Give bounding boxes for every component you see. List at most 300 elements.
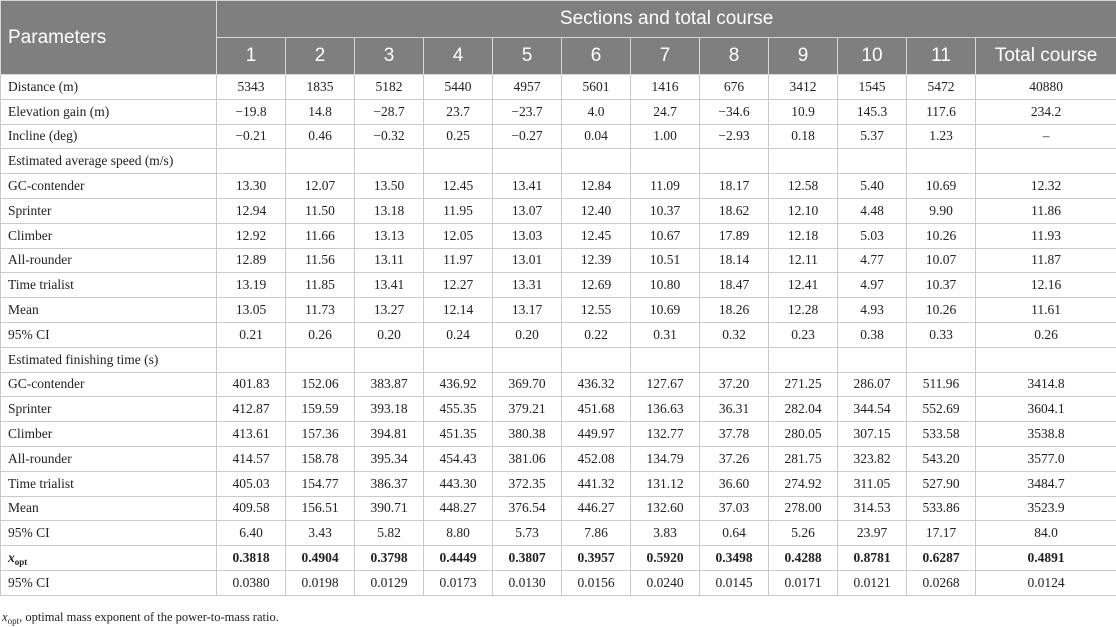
table-cell: 18.17 <box>700 174 769 199</box>
table-cell: 36.31 <box>700 397 769 422</box>
table-cell: 10.67 <box>631 223 700 248</box>
table-cell: 311.05 <box>838 471 907 496</box>
table-cell: 451.68 <box>562 397 631 422</box>
table-cell: 12.55 <box>562 298 631 323</box>
table-cell <box>907 347 976 372</box>
table-cell: 1.00 <box>631 124 700 149</box>
table-cell: 12.45 <box>562 223 631 248</box>
row-label: Time trialist <box>1 273 217 298</box>
table-row <box>1 124 1116 149</box>
table-cell: 18.14 <box>700 248 769 273</box>
table-cell: 10.51 <box>631 248 700 273</box>
table-cell: 14.8 <box>286 99 355 124</box>
table-row <box>1 347 1116 372</box>
table-cell: 136.63 <box>631 397 700 422</box>
table-cell: 10.37 <box>907 273 976 298</box>
table-cell: 13.01 <box>493 248 562 273</box>
table-cell: 132.60 <box>631 496 700 521</box>
table-cell: 37.78 <box>700 422 769 447</box>
table-cell: 0.46 <box>286 124 355 149</box>
table-cell: 386.37 <box>355 471 424 496</box>
table-cell: 5.40 <box>838 174 907 199</box>
table-cell: 12.92 <box>217 223 286 248</box>
row-label <box>1 546 217 571</box>
table-cell: 511.96 <box>907 372 976 397</box>
table-row <box>1 446 1116 471</box>
table-cell: 436.92 <box>424 372 493 397</box>
table-cell: −0.21 <box>217 124 286 149</box>
table-cell: 13.30 <box>217 174 286 199</box>
table-cell: 9.90 <box>907 198 976 223</box>
table-cell: 4.93 <box>838 298 907 323</box>
row-label: Sprinter <box>1 397 217 422</box>
row-label: Mean <box>1 496 217 521</box>
table-cell: 152.06 <box>286 372 355 397</box>
table-cell: 369.70 <box>493 372 562 397</box>
table-cell: 0.64 <box>700 521 769 546</box>
table-cell: 0.21 <box>217 322 286 347</box>
table-cell: 157.36 <box>286 422 355 447</box>
table-cell: −0.27 <box>493 124 562 149</box>
table-cell: −2.93 <box>700 124 769 149</box>
table-cell: 3523.9 <box>976 496 1116 521</box>
table-cell: 0.33 <box>907 322 976 347</box>
table-cell: 1.23 <box>907 124 976 149</box>
table-cell: 37.26 <box>700 446 769 471</box>
table-cell: 5182 <box>355 75 424 100</box>
table-cell: 395.34 <box>355 446 424 471</box>
table-row <box>1 521 1116 546</box>
table-row <box>1 546 1116 571</box>
table-cell: 12.89 <box>217 248 286 273</box>
table-cell: 10.26 <box>907 298 976 323</box>
table-cell: 17.89 <box>700 223 769 248</box>
row-label: 95% CI <box>1 521 217 546</box>
table-cell: 0.0129 <box>355 570 424 595</box>
table-cell: 5.37 <box>838 124 907 149</box>
row-label: Climber <box>1 422 217 447</box>
table-cell: 414.57 <box>217 446 286 471</box>
table-cell: 3.83 <box>631 521 700 546</box>
table-cell: 393.18 <box>355 397 424 422</box>
row-label-symbol: x <box>8 549 15 565</box>
row-label: Sprinter <box>1 198 217 223</box>
table-cell: 446.27 <box>562 496 631 521</box>
table-cell <box>424 149 493 174</box>
table-row <box>1 198 1116 223</box>
footnote-symbol-subscript: opt <box>7 616 20 626</box>
table-cell: 11.66 <box>286 223 355 248</box>
table-cell <box>493 149 562 174</box>
table-cell: 159.59 <box>286 397 355 422</box>
table-cell: 12.58 <box>769 174 838 199</box>
table-cell: 156.51 <box>286 496 355 521</box>
table-cell: 0.3498 <box>700 546 769 571</box>
table-cell: 12.18 <box>769 223 838 248</box>
table-cell: 0.32 <box>700 322 769 347</box>
table-cell: 11.85 <box>286 273 355 298</box>
table-cell: 380.38 <box>493 422 562 447</box>
table-cell: 131.12 <box>631 471 700 496</box>
table-cell: 394.81 <box>355 422 424 447</box>
table-cell: 134.79 <box>631 446 700 471</box>
column-header: 4 <box>424 38 493 75</box>
table-cell: 0.0171 <box>769 570 838 595</box>
table-cell: 18.26 <box>700 298 769 323</box>
table-cell: 452.08 <box>562 446 631 471</box>
table-cell: 0.18 <box>769 124 838 149</box>
row-label: Time trialist <box>1 471 217 496</box>
table-cell: 11.95 <box>424 198 493 223</box>
table-cell: 13.41 <box>493 174 562 199</box>
table-cell: 527.90 <box>907 471 976 496</box>
column-header: 3 <box>355 38 424 75</box>
table-cell: 234.2 <box>976 99 1116 124</box>
table-cell: 3604.1 <box>976 397 1116 422</box>
table-cell: 0.3807 <box>493 546 562 571</box>
table-cell: 0.4904 <box>286 546 355 571</box>
column-header: Total course <box>976 38 1116 75</box>
table-cell: 0.4891 <box>976 546 1116 571</box>
table-cell <box>355 149 424 174</box>
table-footnote <box>2 610 279 626</box>
table-cell: 5440 <box>424 75 493 100</box>
table-cell: 0.6287 <box>907 546 976 571</box>
table-cell: 12.16 <box>976 273 1116 298</box>
table-cell: 1545 <box>838 75 907 100</box>
table-cell: 12.39 <box>562 248 631 273</box>
table-cell: 12.32 <box>976 174 1116 199</box>
table-cell: 390.71 <box>355 496 424 521</box>
table-cell: 11.87 <box>976 248 1116 273</box>
table-cell: 11.73 <box>286 298 355 323</box>
table-cell: 12.94 <box>217 198 286 223</box>
table-cell: 0.3798 <box>355 546 424 571</box>
table-cell <box>769 149 838 174</box>
table-cell: 0.20 <box>493 322 562 347</box>
table-cell: 13.50 <box>355 174 424 199</box>
table-cell: 0.0121 <box>838 570 907 595</box>
parameters-header: Parameters <box>1 1 217 75</box>
table-cell: 4.48 <box>838 198 907 223</box>
table-cell: 533.58 <box>907 422 976 447</box>
row-label: 95% CI <box>1 570 217 595</box>
table-cell: 0.22 <box>562 322 631 347</box>
row-label: Distance (m) <box>1 75 217 100</box>
table-cell <box>700 347 769 372</box>
column-header: 1 <box>217 38 286 75</box>
row-label: All-rounder <box>1 248 217 273</box>
row-label-subscript: opt <box>14 556 28 567</box>
row-label: Estimated finishing time (s) <box>1 347 217 372</box>
table-cell <box>286 347 355 372</box>
table-cell: 11.56 <box>286 248 355 273</box>
table-cell: 10.07 <box>907 248 976 273</box>
table-row <box>1 223 1116 248</box>
table-cell: 280.05 <box>769 422 838 447</box>
table-cell: 12.05 <box>424 223 493 248</box>
table-cell: 5343 <box>217 75 286 100</box>
table-cell: 454.43 <box>424 446 493 471</box>
table-cell: 5.03 <box>838 223 907 248</box>
table-cell <box>355 347 424 372</box>
table-cell: 11.09 <box>631 174 700 199</box>
table-cell: 18.62 <box>700 198 769 223</box>
table-cell: 24.7 <box>631 99 700 124</box>
table-cell: 376.54 <box>493 496 562 521</box>
table-cell: 0.5920 <box>631 546 700 571</box>
table-row <box>1 471 1116 496</box>
table-cell: 0.0198 <box>286 570 355 595</box>
table-cell: 286.07 <box>838 372 907 397</box>
table-cell: 154.77 <box>286 471 355 496</box>
table-cell: 13.07 <box>493 198 562 223</box>
footnote-symbol: x <box>2 610 8 624</box>
table-cell: 40880 <box>976 75 1116 100</box>
table-cell: 10.80 <box>631 273 700 298</box>
table-cell: 443.30 <box>424 471 493 496</box>
table-cell: 278.00 <box>769 496 838 521</box>
table-row <box>1 322 1116 347</box>
table-cell: 12.10 <box>769 198 838 223</box>
table-row <box>1 273 1116 298</box>
table-body <box>1 75 1116 596</box>
table-cell: 13.27 <box>355 298 424 323</box>
table-row <box>1 174 1116 199</box>
table-cell: 0.0240 <box>631 570 700 595</box>
table-cell: 13.41 <box>355 273 424 298</box>
table-cell: 405.03 <box>217 471 286 496</box>
table-row <box>1 422 1116 447</box>
table-cell <box>217 347 286 372</box>
table-cell: 0.3957 <box>562 546 631 571</box>
table-cell: 1835 <box>286 75 355 100</box>
table-cell: 12.69 <box>562 273 631 298</box>
table-cell: 13.13 <box>355 223 424 248</box>
table-cell <box>700 149 769 174</box>
table-cell: 0.8781 <box>838 546 907 571</box>
table-cell: 12.27 <box>424 273 493 298</box>
table-row <box>1 75 1116 100</box>
table-cell: 13.03 <box>493 223 562 248</box>
table-row <box>1 496 1116 521</box>
table-cell: 282.04 <box>769 397 838 422</box>
table-cell <box>217 149 286 174</box>
table-cell: 3412 <box>769 75 838 100</box>
table-cell: 448.27 <box>424 496 493 521</box>
column-header: 6 <box>562 38 631 75</box>
table-cell: 409.58 <box>217 496 286 521</box>
table-row <box>1 397 1116 422</box>
row-label: Estimated average speed (m/s) <box>1 149 217 174</box>
table-cell: 3577.0 <box>976 446 1116 471</box>
table-cell: 451.35 <box>424 422 493 447</box>
table-cell: 0.04 <box>562 124 631 149</box>
table-cell: 11.61 <box>976 298 1116 323</box>
table-cell: 271.25 <box>769 372 838 397</box>
table-cell <box>562 347 631 372</box>
table-cell: 4.0 <box>562 99 631 124</box>
table-cell: 13.19 <box>217 273 286 298</box>
table-cell: 372.35 <box>493 471 562 496</box>
table-cell: 23.7 <box>424 99 493 124</box>
table-cell: 401.83 <box>217 372 286 397</box>
table-cell: 533.86 <box>907 496 976 521</box>
table-cell: 11.97 <box>424 248 493 273</box>
table-cell: 145.3 <box>838 99 907 124</box>
column-header: 2 <box>286 38 355 75</box>
table-cell: 12.40 <box>562 198 631 223</box>
table-cell: 37.20 <box>700 372 769 397</box>
table-cell: 12.28 <box>769 298 838 323</box>
table-cell: 413.61 <box>217 422 286 447</box>
table-cell: −34.6 <box>700 99 769 124</box>
table-cell: 4.97 <box>838 273 907 298</box>
table-cell: 158.78 <box>286 446 355 471</box>
table-row <box>1 570 1116 595</box>
column-header: 8 <box>700 38 769 75</box>
table-cell: 7.86 <box>562 521 631 546</box>
table-cell: 0.24 <box>424 322 493 347</box>
table-cell: 3484.7 <box>976 471 1116 496</box>
table-cell: 0.0380 <box>217 570 286 595</box>
table-cell: 5.73 <box>493 521 562 546</box>
table-row <box>1 372 1116 397</box>
header-row-group <box>1 1 1116 38</box>
table-cell: 0.26 <box>976 322 1116 347</box>
table-cell: 0.3818 <box>217 546 286 571</box>
sections-group-header: Sections and total course <box>217 1 1116 38</box>
table-cell: 13.05 <box>217 298 286 323</box>
table-cell: 10.37 <box>631 198 700 223</box>
table-cell <box>562 149 631 174</box>
table-cell: 449.97 <box>562 422 631 447</box>
table-cell: 18.47 <box>700 273 769 298</box>
table-cell: 36.60 <box>700 471 769 496</box>
table-cell: 10.9 <box>769 99 838 124</box>
table-cell: 3538.8 <box>976 422 1116 447</box>
table-cell: 12.07 <box>286 174 355 199</box>
table-cell: −28.7 <box>355 99 424 124</box>
table-cell: 5601 <box>562 75 631 100</box>
table-cell: 0.0268 <box>907 570 976 595</box>
table-cell: 6.40 <box>217 521 286 546</box>
table-cell: 0.23 <box>769 322 838 347</box>
table-cell: 13.18 <box>355 198 424 223</box>
table-cell: 0.20 <box>355 322 424 347</box>
row-label: Climber <box>1 223 217 248</box>
table-cell: 12.14 <box>424 298 493 323</box>
table-cell: 17.17 <box>907 521 976 546</box>
row-label: GC-contender <box>1 174 217 199</box>
table-row <box>1 248 1116 273</box>
row-label: Mean <box>1 298 217 323</box>
table-cell: 543.20 <box>907 446 976 471</box>
table-cell: 274.92 <box>769 471 838 496</box>
table-cell: 10.69 <box>907 174 976 199</box>
table-cell: 117.6 <box>907 99 976 124</box>
table-row <box>1 99 1116 124</box>
table-cell: 3.43 <box>286 521 355 546</box>
table-cell <box>838 149 907 174</box>
row-label: 95% CI <box>1 322 217 347</box>
table-cell <box>424 347 493 372</box>
table-cell: −19.8 <box>217 99 286 124</box>
table-cell: 5.82 <box>355 521 424 546</box>
table-cell: 0.0145 <box>700 570 769 595</box>
table-cell: 5.26 <box>769 521 838 546</box>
footnote-text: , optimal mass exponent of the power-to-mass ratio. <box>19 610 279 624</box>
table-cell: 10.69 <box>631 298 700 323</box>
table-cell <box>769 347 838 372</box>
column-header: 11 <box>907 38 976 75</box>
table-cell: 344.54 <box>838 397 907 422</box>
table-cell: 441.32 <box>562 471 631 496</box>
table-cell: −0.32 <box>355 124 424 149</box>
table-cell <box>493 347 562 372</box>
column-header: 7 <box>631 38 700 75</box>
table-cell: 323.82 <box>838 446 907 471</box>
table-cell <box>976 347 1116 372</box>
table-cell: 11.86 <box>976 198 1116 223</box>
table-cell: 12.84 <box>562 174 631 199</box>
table-cell: 0.4288 <box>769 546 838 571</box>
table-cell <box>286 149 355 174</box>
table-cell <box>838 347 907 372</box>
table-cell: 0.25 <box>424 124 493 149</box>
table-cell <box>907 149 976 174</box>
table-cell: 436.32 <box>562 372 631 397</box>
table-cell: 12.11 <box>769 248 838 273</box>
row-label: Incline (deg) <box>1 124 217 149</box>
table-cell: 379.21 <box>493 397 562 422</box>
table-cell: 0.26 <box>286 322 355 347</box>
table-cell: 127.67 <box>631 372 700 397</box>
table-row <box>1 298 1116 323</box>
table-cell: 23.97 <box>838 521 907 546</box>
row-label: All-rounder <box>1 446 217 471</box>
table-cell: 455.35 <box>424 397 493 422</box>
table-cell: 0.4449 <box>424 546 493 571</box>
table-cell: 11.50 <box>286 198 355 223</box>
table-cell: 0.0173 <box>424 570 493 595</box>
table-cell: 13.11 <box>355 248 424 273</box>
row-label: Elevation gain (m) <box>1 99 217 124</box>
table-cell: 12.41 <box>769 273 838 298</box>
table-cell: 11.93 <box>976 223 1116 248</box>
table-cell: 84.0 <box>976 521 1116 546</box>
table-cell: 132.77 <box>631 422 700 447</box>
table-cell: 4957 <box>493 75 562 100</box>
table-cell: 10.26 <box>907 223 976 248</box>
table-cell: 412.87 <box>217 397 286 422</box>
table-cell <box>631 347 700 372</box>
table-cell <box>631 149 700 174</box>
table-cell: −23.7 <box>493 99 562 124</box>
column-header: 9 <box>769 38 838 75</box>
table-cell: 314.53 <box>838 496 907 521</box>
table-cell: 1416 <box>631 75 700 100</box>
table-cell: 4.77 <box>838 248 907 273</box>
table-cell: 0.0124 <box>976 570 1116 595</box>
table-cell: 5472 <box>907 75 976 100</box>
table-cell: 383.87 <box>355 372 424 397</box>
table-cell: 13.17 <box>493 298 562 323</box>
table-cell: 0.38 <box>838 322 907 347</box>
row-label: GC-contender <box>1 372 217 397</box>
table-cell: 281.75 <box>769 446 838 471</box>
table-cell <box>976 149 1116 174</box>
